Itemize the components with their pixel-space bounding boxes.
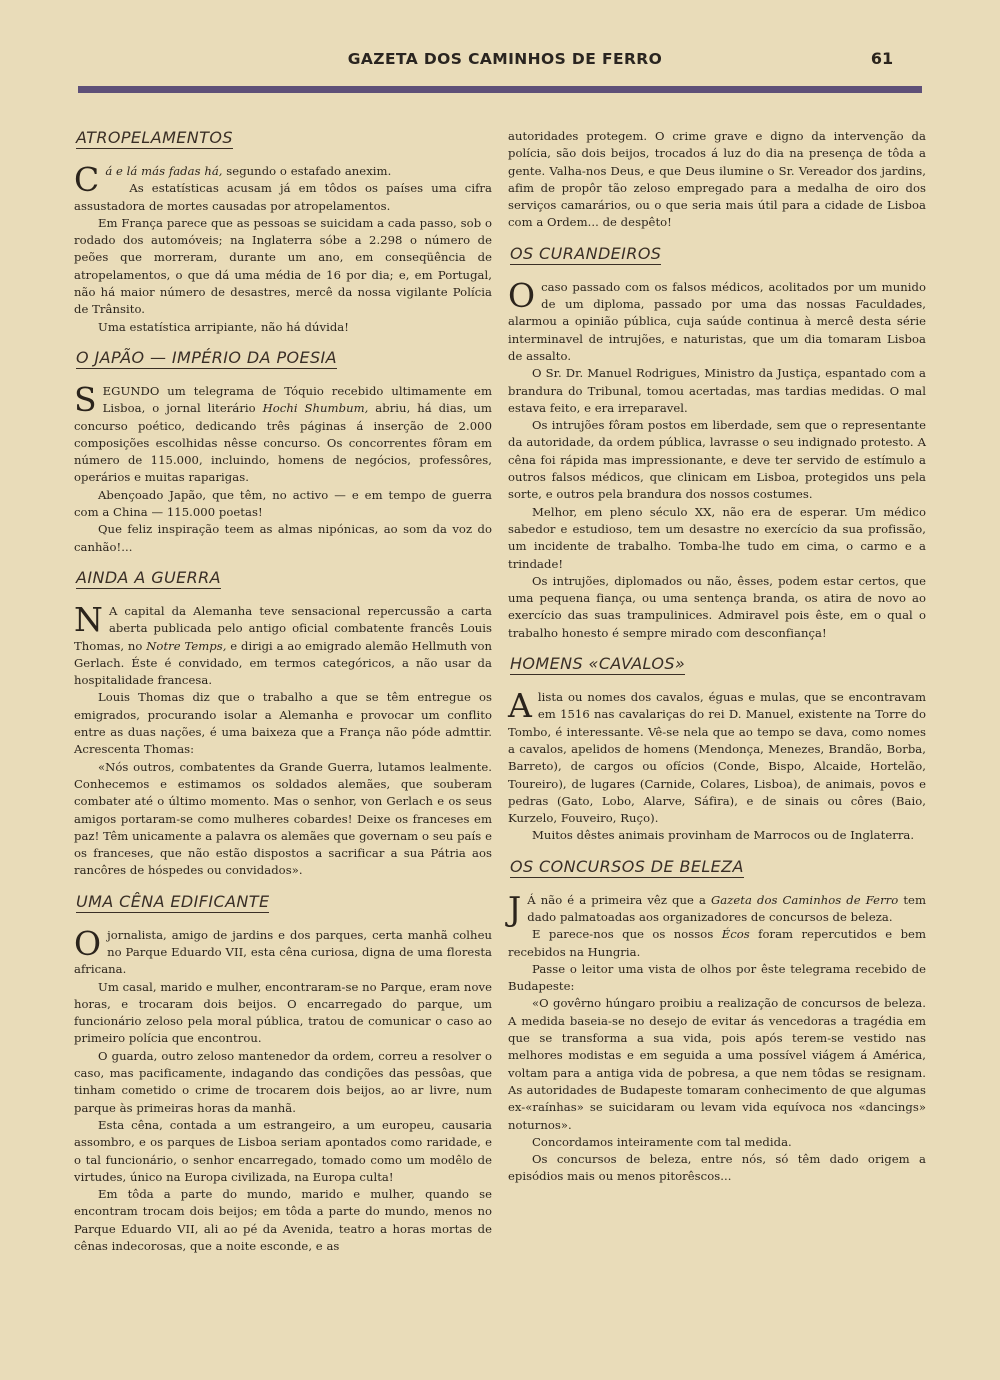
article-paragraph: As estatísticas acusam já em tôdos os países uma cifra assustadora de mortes causadas por atropelamentos. xyxy=(74,181,492,213)
article-paragraph: autoridades protegem. O crime grave e digno da intervenção da polícia, são dois beijos, trocados á luz do dia na presença de tôda a gente. Valha-nos Deus, e que Deus ilumine o Sr. Vereador dos jardins, afim de propôr tão zeloso empregado para a medalha de oiro dos serviços camarários, ou o que seria mais útil para a cidade de Lisboa com a Ordem... de despêto! xyxy=(508,129,926,230)
article-paragraph: Ocaso passado com os falsos médicos, acolitados por um munido de um diploma, passado por uma das nossas Faculdades, alarmou a opinião pública, cuja saúde continua à mercê desta série interminavel de intrujões, e naturistas, que um dia tomaram Lisboa de assalto. xyxy=(508,275,926,363)
article-paragraph: Uma estatística arripiante, não há dúvida! xyxy=(98,319,349,334)
article-quote: «Nós outros, combatentes da Grande Guerra, lutamos lealmente. Conhecemos e estimamos os soldados alemães, que souberam combater até o último momento. Mas o senhor, von Gerlach e os seus amigos portaram-se como mulheres cobardes! Deixe os franceses em paz! Têm unicamente a palavra os alemães que governam o seu país e os franceses, que não estão dispostos a sacrificar a sua Pátria aos rancôres de hóspedes ou convidados». xyxy=(74,759,492,878)
article-paragraph: Ojornalista, amigo de jardins e dos parques, certa manhã colheu no Parque Eduardo VII, esta cêna curiosa, digna de uma floresta africana. xyxy=(74,923,492,977)
article-paragraph: Os intrujões, diplomados ou não, êsses, podem estar certos, que uma pequena fiança, ou uma sentença branda, os atira de novo ao exercício das suas trampulinices. Admiravel pois êste, em o qual o trabalho honesto é sempre mirado com desconfiança! xyxy=(508,573,926,640)
article-paragraph: N A capital da Alemanha teve sensacional repercussão a carta aberta publicada pelo antigo oficial combatente francês Louis Thomas, no Notre Temps, e dirigi a ao emigrado alemão Hellmuth von Gerlach. Éste é convidado, em termos categóricos, a não usar da hospitalidade francesa. xyxy=(74,599,492,688)
article-title: OS CURANDEIROS xyxy=(510,243,662,263)
article-paragraph: Em França parece que as pessoas se suicidam a cada passo, sob o rodado dos automóveis; na Inglaterra sóbe a 2.298 o número de peões que morreram, durante um ano, em conseqüência de atropelamentos, o que dá uma média de 16 por dia; e, em Portugal, não há maior número de desastres, mercê da nossa vigilante Polícia de Trânsito. xyxy=(74,215,492,317)
article-os-curandeiros xyxy=(508,244,926,642)
article-paragraph: Passe o leitor uma vista de olhos por êste telegrama recebido de Budapeste: xyxy=(508,961,926,994)
article-uma-cena-edificante-continued xyxy=(508,128,926,232)
article-paragraph: O guarda, outro zeloso mantenedor da ordem, correu a resolver o caso, mas pacificamente, indagando das condições das pessôas, que tinham cometido o crime de trocarem dois beijos, ao ar livre, num parque às primeiras horas da manhã. xyxy=(74,1048,492,1115)
article-title: UMA CÊNA EDIFICANTE xyxy=(76,891,270,911)
article-quote: «O govêrno húngaro proibiu a realização de concursos de beleza. A medida baseia-se no desejo de evitar ás vencedoras a tragédia em que se transforma a sua vida, pois após terem-se vestido nas melhores modistas e em seguida a uma possível viágem á América, voltam para a antiga vida de pobresa, a que nem tôdas se resignam. As autoridades de Budapeste tomaram conhecimento de que algumas ex-«raínhas» se suicidaram ou levam vida equívoca nos «dancings» noturnos». xyxy=(508,996,926,1132)
article-title: O JAPÃO — IMPÉRIO DA POESIA xyxy=(76,347,338,367)
drop-cap: J xyxy=(508,888,522,928)
article-paragraph: Cá e lá más fadas há, segundo o estafado anexim. xyxy=(74,160,392,199)
page-number: 61 xyxy=(870,49,894,68)
drop-cap: O xyxy=(508,275,536,315)
article-paragraph: J Á não é a primeira vêz que a Gazeta dos Caminhos de Ferro tem dado palmatoadas aos organizadores de concursos de beleza. xyxy=(508,888,926,928)
article-title: OS CONCURSOS DE BELEZA xyxy=(510,856,744,876)
article-paragraph: Os intrujões fôram postos em liberdade, sem que o representante da autoridade, da ordem pública, lavrasse o seu indignado protesto. A cêna foi rápida mas impressionante, e deve ter servido de estímulo a outros falsos médicos, que clinicam em Lisboa, protegidos uns pela sorte, e outros pela brandura dos nossos costumes. xyxy=(508,418,926,502)
article-paragraph: SEGUNDO um telegrama de Tóquio recebido ultimamente em Lisboa, o jornal literário Hochi Shumbum, abriu, há dias, um concurso poético, dedicando três páginas á inserção de 2.000 composições escolhidas nêsse concurso. Os concorrentes fôram em número de 115.000, incluindo, homens de negócios, professôres, operários e muitas raparigas. xyxy=(74,379,492,485)
article-paragraph: Esta cêna, contada a um estrangeiro, a um europeu, causaria assombro, e os parques de Lisboa seriam apontados como raridade, e o tal funcionário, o senhor encarregado, tomado como um modêlo de virtudes, único na Europa civilizada, na Europa culta! xyxy=(74,1117,492,1184)
article-paragraph: O Sr. Dr. Manuel Rodrigues, Ministro da Justiça, espantado com a brandura do Tribunal, tomou acertadas, mas tardias medidas. O mal estava feito, e era irreparavel. xyxy=(508,366,926,415)
article-homens-cavalos xyxy=(508,654,926,845)
article-paragraph: Um casal, marido e mulher, encontraram-se no Parque, eram nove horas, e trocaram dois beijos. O encarregado do parque, um funcionário zeloso pela moral pública, tratou de comunicar o caso ao primeiro polícia que encontrou. xyxy=(74,979,492,1046)
left-column xyxy=(74,128,492,1267)
article-title: ATROPELAMENTOS xyxy=(76,128,233,147)
article-title: AINDA A GUERRA xyxy=(76,567,222,587)
drop-cap: C xyxy=(74,160,100,199)
article-paragraph: Abençoado Japão, que têm, no activo — e em tempo de guerra com a China — 115.000 poetas! xyxy=(74,487,492,520)
article-paragraph: Alista ou nomes dos cavalos, éguas e mulas, que se encontravam em 1516 nas cavalariças do rei D. Manuel, existente na Torre do Tombo, é interessante. Vê-se nela que ao tempo se dava, como nomes a cavalos, apelidos de homens (Mendonça, Menezes, Brandão, Borba, Barreto), de cargos ou ofícios (Conde, Bispo, Alcaide, Hortelão, Toureiro), de lugares (Carnide, Colares, Lisboa), de animais, povos e pedras (Gato, Lobo, Alarve, Sáfira), e de sinais ou côres (Baio, Kurzelo, Fouveiro, Ruço). xyxy=(508,686,926,826)
drop-cap: N xyxy=(74,599,103,639)
article-paragraph: Louis Thomas diz que o trabalho a que se têm entregue os emigrados, procurando isolar a Alemanha e provocar um conflito entre as duas nações, é uma baixeza que a França não póde admttir. Acrescenta Thomas: xyxy=(74,690,492,757)
article-paragraph: Concordamos inteiramente com tal medida. xyxy=(532,1134,792,1149)
article-paragraph: Melhor, em pleno século XX, não era de esperar. Um médico sabedor e estudioso, tem um desastre no exercício da sua profissão, um incidente de trabalho. Tomba-lhe tudo em cima, o carmo e a trindade! xyxy=(508,504,926,571)
article-japao xyxy=(74,348,492,556)
article-ainda-a-guerra xyxy=(74,568,492,880)
article-paragraph: Em tôda a parte do mundo, marido e mulher, quando se encontram trocam dois beijos; em tôda a parte do mundo, menos no Parque Eduardo VII, ali ao pé da Avenida, teatro a horas mortas de cênas indecorosas, que a noite esconde, e as xyxy=(74,1187,492,1254)
article-title: HOMENS «CAVALOS» xyxy=(510,654,686,674)
article-paragraph: Os concursos de beleza, entre nós, só têm dado origem a episódios mais ou menos pitorêscos... xyxy=(508,1152,926,1184)
running-header-title: GAZETA DOS CAMINHOS DE FERRO xyxy=(347,50,663,68)
article-concursos-de-beleza xyxy=(508,857,926,1186)
article-paragraph: Que feliz inspiração teem as almas nipónicas, ao som da voz do canhão!... xyxy=(74,522,492,554)
drop-cap: S xyxy=(74,379,97,419)
drop-cap: O xyxy=(74,923,102,963)
right-column xyxy=(508,128,926,1198)
article-uma-cena-edificante xyxy=(74,892,492,1256)
article-paragraph: E parece-nos que os nossos Écos foram repercutidos e bem recebidos na Hungria. xyxy=(508,927,926,959)
article-atropelamentos xyxy=(74,128,492,336)
header-rule xyxy=(78,86,922,93)
article-paragraph: Muitos dêstes animais provinham de Marrocos ou de Inglaterra. xyxy=(532,828,915,843)
drop-cap: A xyxy=(508,686,532,726)
